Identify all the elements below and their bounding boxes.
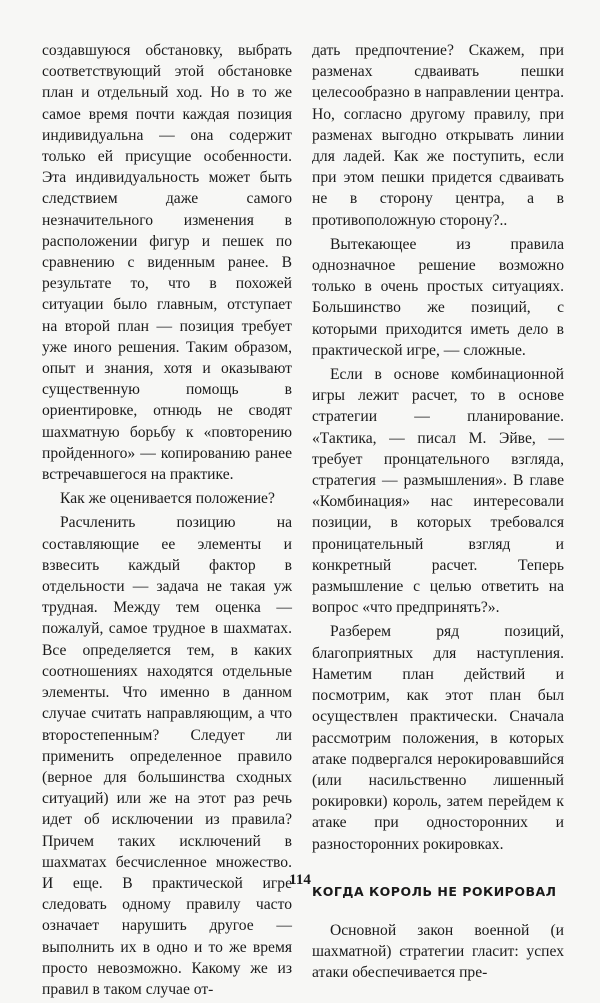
paragraph: создавшуюся обстановку, выбрать соответствующий этой обстановке план и отдельный ход. Но в то же самое время почти каждая позиция индивидуальна — она содержит только ей присущие особенности. Эта индивидуальность может быть следствием даже самого незначительного изменения в расположении фигур и пешек по сравнению с виденным ранее. В результате то, что в похожей ситуации было главным, отступает на второй план — позиция требует уже иного решения. Таким образом, опыт и знания, хотя и оказывают существенную помощь в ориентировке, отнюдь не сводят шахматную борьбу к «повторению пройденного» — копированию ранее встречавшегося на практике. xyxy=(42,42,292,484)
left-column xyxy=(42,40,292,1003)
section-heading: КОГДА КОРОЛЬ НЕ РОКИРОВАЛ xyxy=(312,883,557,899)
paragraph: Вытекающее из правила однозначное решение возможно только в очень простых ситуациях. Большинство же позиций, с которыми приходится иметь дело в практической игре, — сложные. xyxy=(312,235,564,359)
page-number: 114 xyxy=(289,872,311,888)
right-column xyxy=(312,40,564,987)
paragraph: Разберем ряд позиций, благоприятных для наступления. Наметим план действий и посмотрим, как этот план был осуществлен практически. Сначала рассмотрим положения, в которых атаке подвергался нерокировавшийся (или насильственно лишенный рокировки) король, затем перейдем к атаке при односторонних и разносторонних рокировках. xyxy=(312,623,564,853)
paragraph: Если в основе комбинационной игры лежит расчет, то в основе стратегии — планирование. «Тактика, — писал М. Эйве, — требует пронцательного взгляда, стратегия — размышления». В главе «Комбинация» нас интересовали позиции, в которых требовался проницательный взгляд и конкретный расчет. Теперь размышление с целью ответить на вопрос «что предпринять?». xyxy=(312,366,564,617)
paragraph: Как же оценивается положение? xyxy=(60,490,275,508)
paragraph: Расчленить позицию на составляющие ее элементы и взвесить каждый фактор в отдельности — задача не такая уж трудная. Между тем оценка — пожалуй, самое трудное в шахматах. Все определяется тем, в каких соотношениях находятся отдельные элементы. Что именно в данном случае считать направляющим, а что второстепенным? Следует ли применить определенное правило (верное для большинства сходных ситуаций) или же на этот раз речь идет об исключении из правила? Причем таких исключений в шахматах бесчисленное множество. И еще. В практической игре следовать одному правилу часто означает нарушить другое — выполнить их в одно и то же время просто невозможно. Какому же из правил в таком случае от- xyxy=(42,514,292,998)
paragraph: дать предпочтение? Скажем, при разменах сдваивать пешки целесообразно в направлении центра. Но, согласно другому правилу, при разменах выгодно открывать линии для ладей. Как же поступить, если при этом пешки придется сдваивать не в сторону центра, а в противоположную сторону?.. xyxy=(312,42,564,229)
paragraph: Основной закон военной (и шахматной) стратегии гласит: успех атаки обеспечивается пре- xyxy=(312,921,564,982)
